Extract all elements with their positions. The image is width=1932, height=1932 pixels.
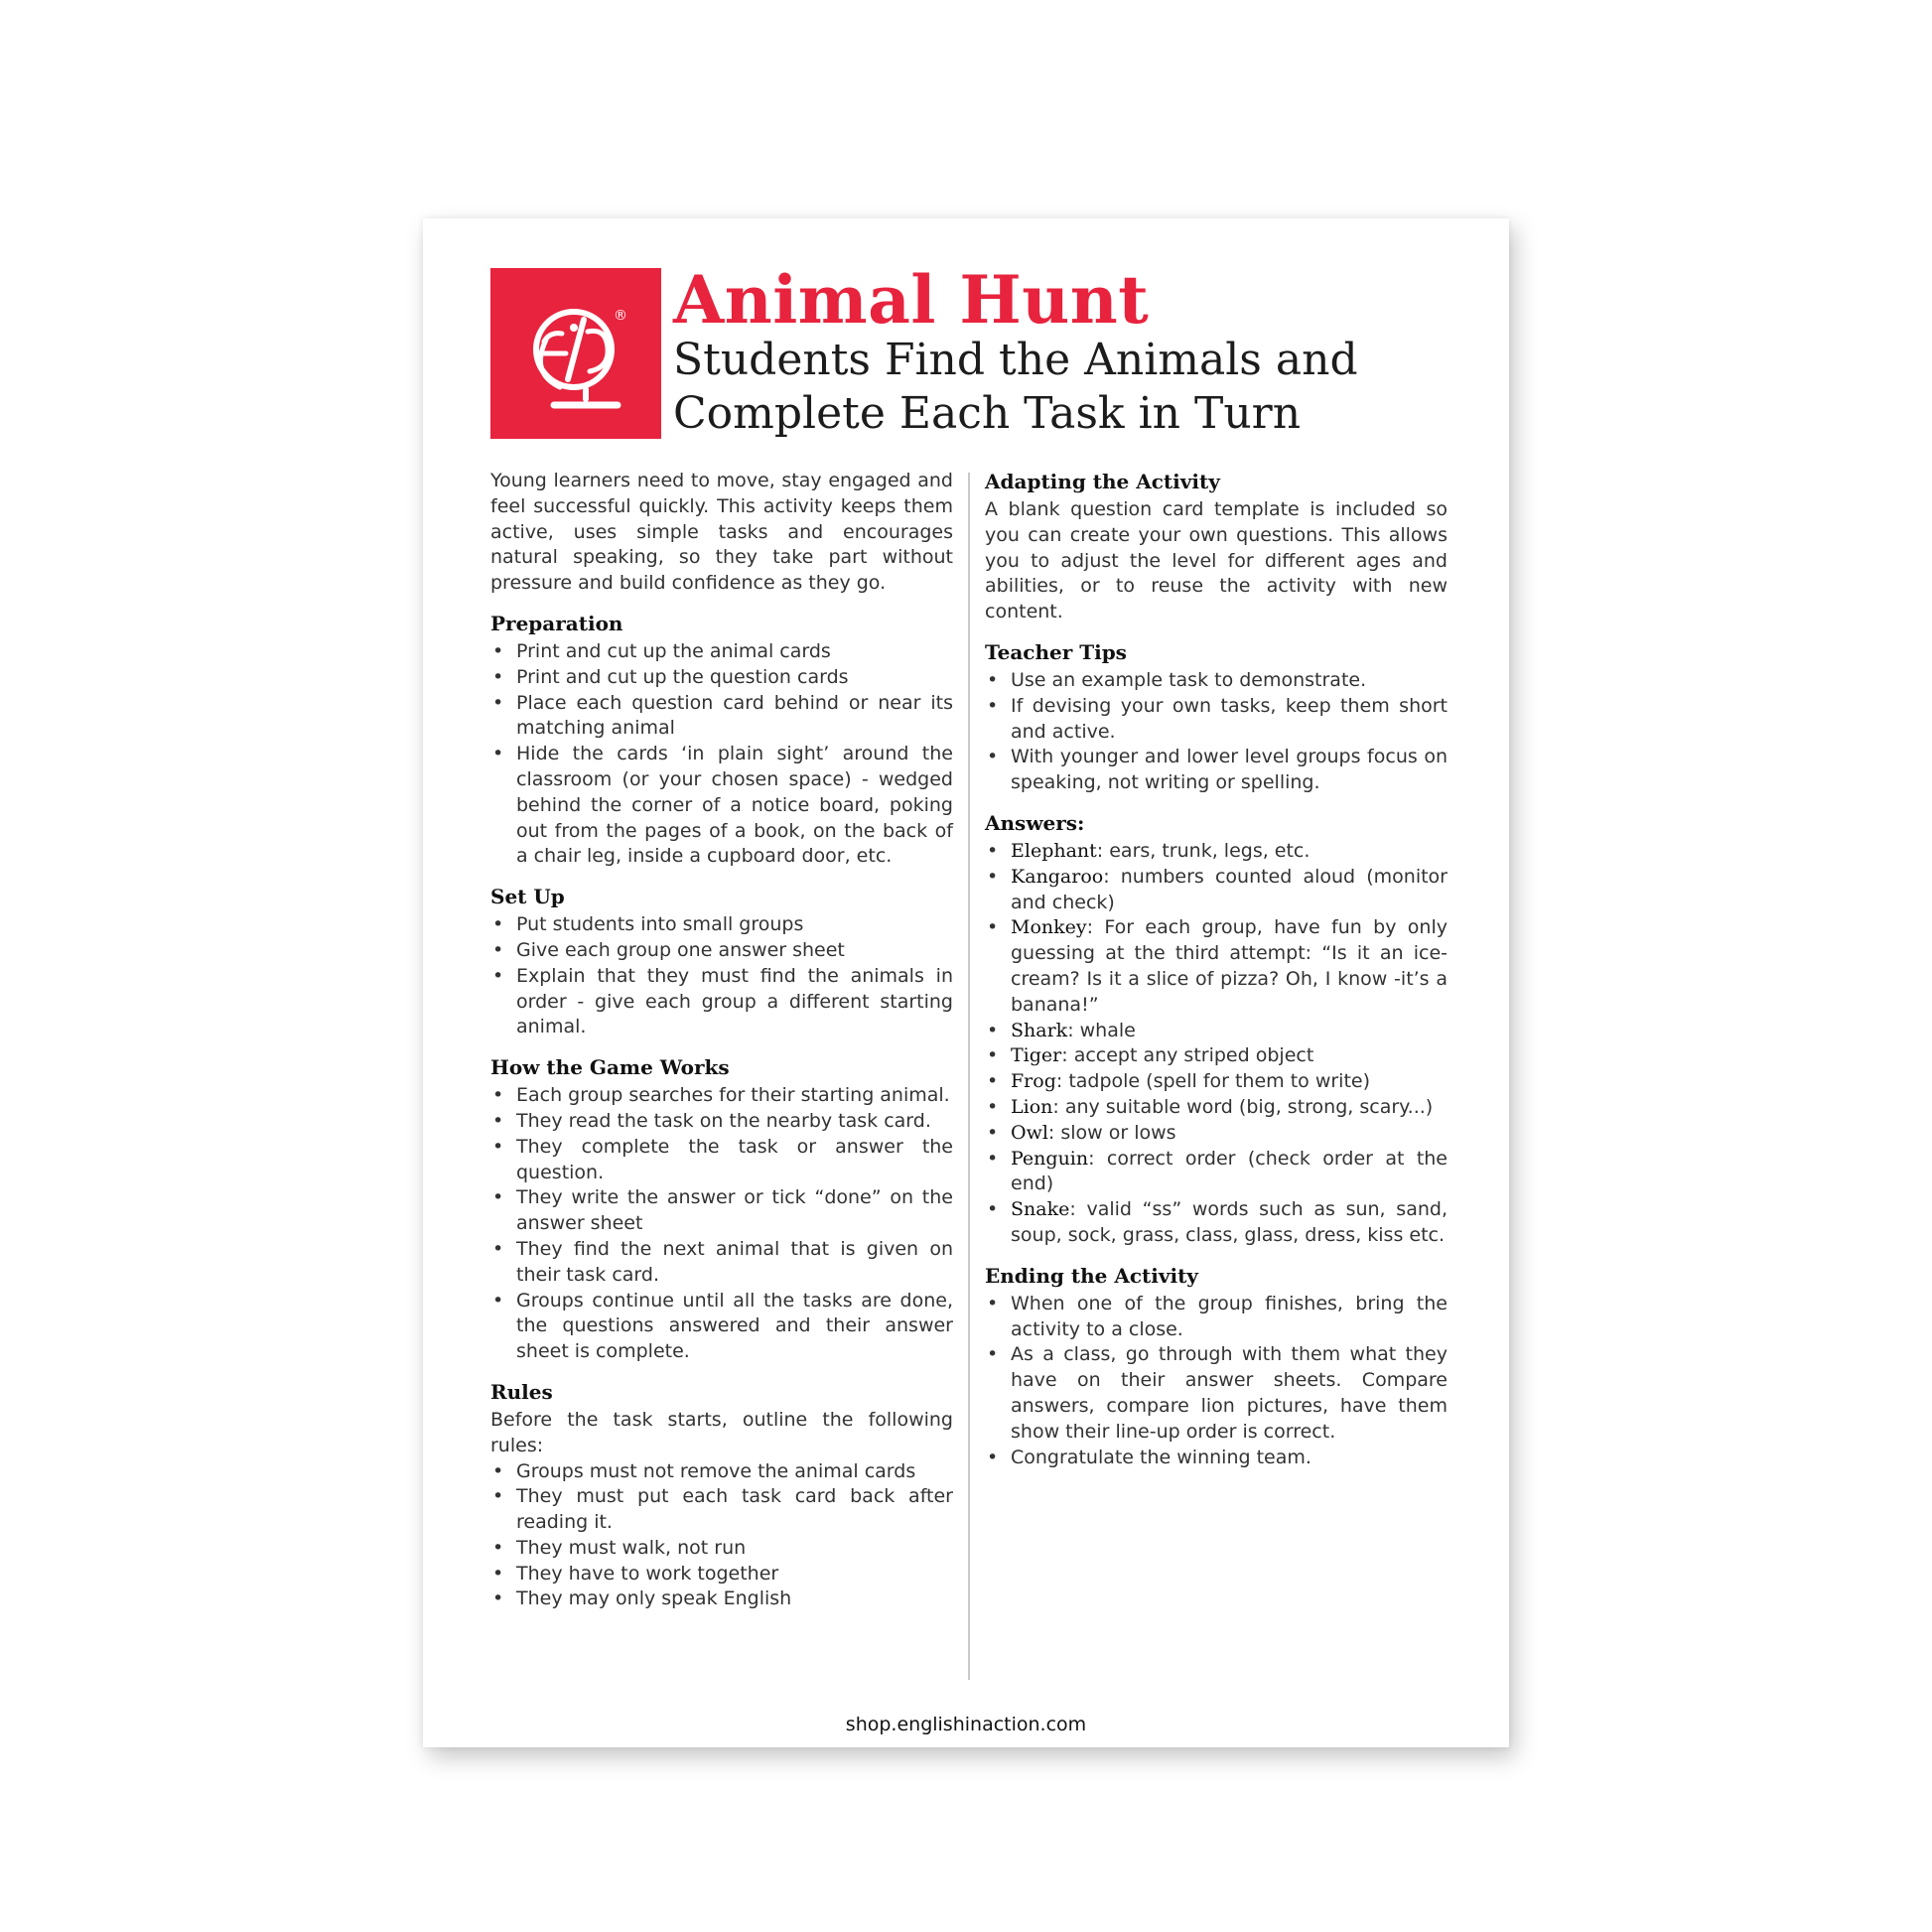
answer-item: • Owl: slow or lows	[987, 1121, 1176, 1144]
answer-item: • Frog: tadpole (spell for them to write)	[987, 1070, 1371, 1093]
list-item: • They must walk, not run	[492, 1536, 747, 1559]
registered-mark-icon	[490, 268, 661, 439]
header	[490, 261, 1483, 442]
logo	[490, 268, 661, 439]
answers-list	[985, 839, 1448, 1249]
list-item: • Groups continue until all the tasks are done, the questions answered and their answer sheet is complete.	[492, 1289, 953, 1363]
answers-heading: Answers:	[985, 810, 1085, 835]
how-list	[490, 1083, 953, 1365]
right-column	[985, 469, 1448, 1470]
setup-heading: Set Up	[490, 885, 565, 909]
list-item: • Use an example task to demonstrate.	[987, 668, 1367, 691]
list-item: • They find the next animal that is given on their task card.	[492, 1237, 953, 1286]
answer-item: • Lion: any suitable word (big, strong, scary...)	[987, 1095, 1434, 1118]
list-item: • They may only speak English	[492, 1587, 792, 1610]
list-item: • As a class, go through with them what they have on their answer sheets. Compare answers, compare lion pictures, have them show their line-up order is correct.	[987, 1343, 1448, 1443]
list-item: • They have to work together	[492, 1562, 779, 1585]
ending-list	[985, 1292, 1448, 1471]
list-item: • If devising your own tasks, keep them short and active.	[987, 694, 1448, 743]
answer-item: • Snake: valid “ss” words such as sun, sand, soup, sock, grass, class, glass, dress, kiss etc.	[987, 1198, 1448, 1246]
ending-heading: Ending the Activity	[985, 1263, 1198, 1288]
answer-item: • Tiger: accept any striped object	[987, 1044, 1314, 1067]
answer-item: • Penguin: correct order (check order at the end)	[987, 1147, 1448, 1195]
registered-mark: ®	[614, 308, 627, 324]
list-item: • Put students into small groups	[492, 913, 804, 936]
setup-list	[490, 912, 953, 1040]
subtitle-line-2: Complete Each Task in Turn	[673, 388, 1302, 439]
list-item: • Print and cut up the question cards	[492, 665, 849, 688]
list-item: • Hide the cards ‘in plain sight’ around the classroom (or your chosen space) - wedged behind the corner of a notice board, poking out from the pages of a book, on the back of a chair leg, inside a cupboard door, etc.	[492, 743, 953, 868]
list-item: • Each group searches for their starting animal.	[492, 1084, 950, 1107]
tips-list	[985, 668, 1448, 796]
subtitle-line-1: Students Find the Animals and	[673, 335, 1358, 385]
rules-list	[490, 1459, 953, 1613]
list-item: • They must put each task card back after reading it.	[492, 1485, 953, 1534]
list-item: • Place each question card behind or near its matching animal	[492, 691, 953, 740]
tips-heading: Teacher Tips	[985, 639, 1127, 664]
page-subtitle	[673, 334, 1358, 441]
list-item: • They complete the task or answer the question.	[492, 1135, 953, 1183]
left-column	[490, 469, 953, 1612]
list-item: • They write the answer or tick “done” on the answer sheet	[492, 1186, 953, 1235]
answer-item: • Elephant: ears, trunk, legs, etc.	[987, 839, 1311, 862]
list-item: • Print and cut up the animal cards	[492, 639, 831, 662]
worksheet-page	[423, 218, 1509, 1747]
adapting-heading: Adapting the Activity	[985, 470, 1220, 493]
rules-heading: Rules	[490, 1379, 553, 1404]
list-item: • Congratulate the winning team.	[987, 1446, 1311, 1468]
list-item: • Give each group one answer sheet	[492, 938, 845, 961]
page-title: Animal Hunt	[673, 261, 1150, 339]
list-item: • They read the task on the nearby task card.	[492, 1109, 931, 1132]
answer-item: • Kangaroo: numbers counted aloud (monitor and check)	[987, 865, 1448, 913]
list-item: • When one of the group finishes, bring the activity to a close.	[987, 1292, 1448, 1340]
list-item: • Explain that they must find the animals in order - give each group a different starting animal.	[492, 964, 953, 1038]
answer-item: • Shark: whale	[987, 1019, 1136, 1041]
list-item: • Groups must not remove the animal cards	[492, 1459, 916, 1482]
how-heading: How the Game Works	[490, 1055, 730, 1080]
answer-item: • Monkey: For each group, have fun by only guessing at the third attempt: “Is it an ice-cream? Is it a slice of pizza? Oh, I know -it’s a banana!”	[987, 916, 1448, 1016]
intro-paragraph: Young learners need to move, stay engaged and feel successful quickly. This activity keeps them active, uses simple tasks and encourages natural speaking, so they take part without pressure and build confidence as they go.	[490, 470, 953, 595]
list-item: • With younger and lower level groups focus on speaking, not writing or spelling.	[987, 746, 1448, 794]
adapting-paragraph: A blank question card template is included so you can create your own questions. This allows you to adjust the level for different ages and abilities, or to reuse the activity with new content.	[985, 498, 1448, 623]
footer-url: shop.englishinaction.com	[845, 1714, 1087, 1735]
preparation-heading: Preparation	[490, 611, 623, 635]
preparation-list	[490, 639, 953, 870]
column-divider	[968, 473, 970, 1680]
rules-intro: Before the task starts, outline the following rules:	[490, 1408, 953, 1456]
